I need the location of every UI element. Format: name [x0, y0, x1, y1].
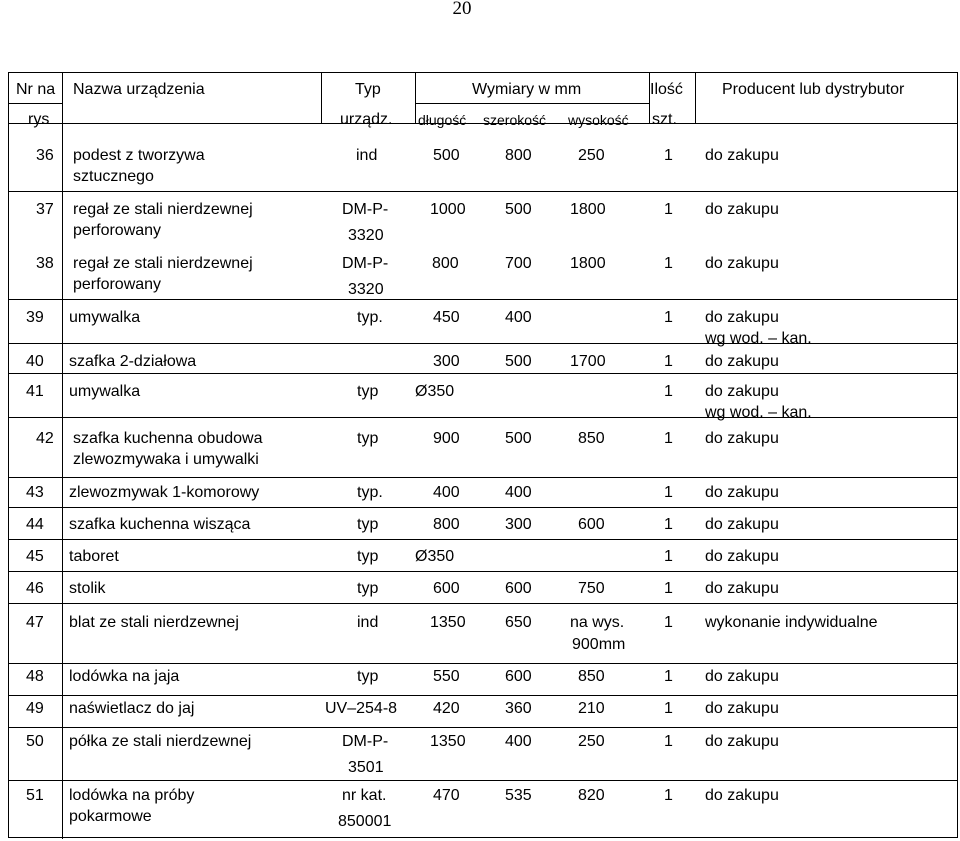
item-producer: do zakupu	[705, 201, 779, 218]
item-producer: do zakupu	[705, 255, 779, 272]
row-number: 44	[26, 516, 44, 533]
row-number: 45	[26, 548, 44, 565]
item-producer: do zakupu	[705, 668, 779, 685]
item-producer: do zakupu	[705, 733, 779, 750]
row-number: 37	[36, 201, 54, 218]
item-quantity: 1	[664, 516, 673, 533]
header-quantity-unit: szt.	[652, 111, 677, 128]
item-width: 535	[505, 787, 532, 804]
row-number: 42	[36, 430, 54, 447]
grid-hline	[9, 780, 957, 781]
item-type: typ	[357, 430, 379, 447]
item-width: 650	[505, 614, 532, 631]
item-name: lodówka na próby	[69, 787, 195, 804]
item-height: 750	[578, 580, 605, 597]
item-quantity: 1	[664, 309, 673, 326]
item-name: szafka kuchenna wisząca	[69, 516, 251, 533]
item-producer: wykonanie indywidualne	[705, 614, 878, 631]
item-name: taboret	[69, 548, 119, 565]
item-name: stolik	[69, 580, 106, 597]
item-length: 1350	[430, 733, 466, 750]
item-type: typ.	[357, 309, 383, 326]
item-type: DM-P-	[342, 201, 389, 218]
item-name: blat ze stali nierdzewnej	[69, 614, 239, 631]
header-producer: Producent lub dystrybutor	[722, 81, 905, 98]
item-length: 1350	[430, 614, 466, 631]
item-height: 820	[578, 787, 605, 804]
item-width: 400	[505, 484, 532, 501]
header-height: wysokość	[568, 112, 629, 128]
item-producer: do zakupu	[705, 430, 779, 447]
item-quantity: 1	[664, 668, 673, 685]
item-length: 300	[433, 353, 460, 370]
item-type-cont: 850001	[338, 813, 392, 830]
item-width: 600	[505, 668, 532, 685]
header-length: długość	[418, 112, 467, 128]
item-producer-cont: wg wod. – kan.	[705, 330, 812, 347]
header-nr: Nr na	[16, 81, 56, 98]
item-name: szafka 2-działowa	[69, 353, 197, 370]
item-width: 400	[505, 733, 532, 750]
row-number: 40	[26, 353, 44, 370]
item-length: 800	[432, 255, 459, 272]
item-name: umywalka	[69, 383, 141, 400]
item-type: ind	[357, 614, 379, 631]
item-length: 550	[433, 668, 460, 685]
item-name: lodówka na jaja	[69, 668, 180, 685]
item-type: typ	[357, 516, 379, 533]
item-name: podest z tworzywa	[73, 147, 205, 164]
item-quantity: 1	[664, 147, 673, 164]
item-length: 800	[433, 516, 460, 533]
item-width: 500	[505, 430, 532, 447]
item-producer-cont: wg wod. – kan.	[705, 404, 812, 421]
item-name: naświetlacz do jaj	[69, 700, 195, 717]
item-producer: do zakupu	[705, 484, 779, 501]
item-producer: do zakupu	[705, 353, 779, 370]
grid-hline	[9, 343, 957, 344]
grid-hline	[9, 727, 957, 728]
item-type: DM-P-	[342, 255, 389, 272]
item-type: nr kat.	[342, 787, 387, 804]
grid-hline	[9, 191, 957, 192]
item-quantity: 1	[664, 255, 673, 272]
item-length: 1000	[430, 201, 466, 218]
item-name-cont: pokarmowe	[69, 808, 152, 825]
item-length: 400	[433, 484, 460, 501]
header-type-2: urządz.	[340, 111, 393, 128]
item-quantity: 1	[664, 484, 673, 501]
item-quantity: 1	[664, 787, 673, 804]
item-height: 850	[578, 668, 605, 685]
item-name-cont: zlewozmywaka i umywalki	[73, 451, 259, 468]
item-height: 1800	[570, 255, 606, 272]
item-height: 1700	[570, 353, 606, 370]
item-length: 900	[433, 430, 460, 447]
item-length: 600	[433, 580, 460, 597]
item-name: regał ze stali nierdzewnej	[73, 255, 253, 272]
grid-hline	[9, 417, 957, 418]
page-number: 20	[452, 0, 472, 19]
item-producer: do zakupu	[705, 147, 779, 164]
grid-hline	[9, 299, 957, 300]
header-width: szerokość	[483, 112, 547, 128]
item-length: Ø350	[415, 383, 455, 400]
row-number: 41	[26, 383, 44, 400]
item-length: 500	[433, 147, 460, 164]
grid-hline	[9, 477, 957, 478]
grid-hline	[415, 103, 649, 104]
item-width: 400	[505, 309, 532, 326]
row-number: 50	[26, 733, 44, 750]
grid-hline	[9, 571, 957, 572]
item-producer: do zakupu	[705, 700, 779, 717]
item-length: 420	[433, 700, 460, 717]
item-producer: do zakupu	[705, 548, 779, 565]
item-height: 600	[578, 516, 605, 533]
row-number: 38	[36, 255, 54, 272]
grid-hline	[9, 539, 957, 540]
item-producer: do zakupu	[705, 516, 779, 533]
item-producer: do zakupu	[705, 580, 779, 597]
row-number: 39	[26, 309, 44, 326]
grid-vline	[415, 73, 416, 123]
row-number: 46	[26, 580, 44, 597]
item-type: typ	[357, 548, 379, 565]
item-type-cont: 3320	[348, 281, 384, 298]
item-producer: do zakupu	[705, 787, 779, 804]
grid-hline	[9, 103, 62, 104]
item-quantity: 1	[664, 614, 673, 631]
item-type: UV–254-8	[325, 700, 398, 717]
item-height: 250	[578, 147, 605, 164]
item-type: DM-P-	[342, 733, 389, 750]
grid-vline	[62, 73, 63, 839]
header-type: Typ	[355, 81, 381, 98]
item-name-cont: perforowany	[73, 276, 162, 293]
header-nr-rys: rys	[28, 111, 50, 128]
item-width: 600	[505, 580, 532, 597]
item-quantity: 1	[664, 700, 673, 717]
item-type-cont: 3320	[348, 227, 384, 244]
item-name-cont: sztucznego	[73, 168, 154, 185]
item-width: 500	[505, 353, 532, 370]
item-height: 210	[578, 700, 605, 717]
item-length: 450	[433, 309, 460, 326]
item-length: 470	[433, 787, 460, 804]
item-type: typ.	[357, 484, 383, 501]
item-height-cont: 900mm	[572, 636, 626, 653]
item-quantity: 1	[664, 733, 673, 750]
grid-hline	[9, 507, 957, 508]
item-length: Ø350	[415, 548, 455, 565]
grid-hline	[9, 603, 957, 604]
item-height: na wys.	[570, 614, 625, 631]
grid-hline	[9, 373, 957, 374]
item-height: 850	[578, 430, 605, 447]
item-name: regał ze stali nierdzewnej	[73, 201, 253, 218]
item-width: 360	[505, 700, 532, 717]
item-type: typ	[357, 383, 379, 400]
row-number: 51	[26, 787, 44, 804]
item-quantity: 1	[664, 430, 673, 447]
header-quantity: Ilość	[650, 81, 683, 98]
item-height: 1800	[570, 201, 606, 218]
item-type: typ	[357, 668, 379, 685]
item-name-cont: perforowany	[73, 222, 162, 239]
item-name: umywalka	[69, 309, 141, 326]
grid-vline	[321, 73, 322, 123]
header-dimensions: Wymiary w mm	[472, 81, 582, 98]
item-quantity: 1	[664, 548, 673, 565]
grid-hline	[9, 695, 957, 696]
item-type-cont: 3501	[348, 759, 384, 776]
item-name: szafka kuchenna obudowa	[73, 430, 263, 447]
row-number: 47	[26, 614, 44, 631]
item-type: ind	[356, 147, 378, 164]
item-type: typ	[357, 580, 379, 597]
row-number: 36	[36, 147, 54, 164]
header-name: Nazwa urządzenia	[73, 81, 205, 98]
grid-vline	[695, 73, 696, 123]
item-quantity: 1	[664, 580, 673, 597]
item-height: 250	[578, 733, 605, 750]
item-name: zlewozmywak 1-komorowy	[69, 484, 260, 501]
item-quantity: 1	[664, 201, 673, 218]
item-producer: do zakupu	[705, 383, 779, 400]
grid-hline	[9, 663, 957, 664]
item-producer: do zakupu	[705, 309, 779, 326]
item-width: 300	[505, 516, 532, 533]
item-width: 700	[505, 255, 532, 272]
item-width: 800	[505, 147, 532, 164]
row-number: 43	[26, 484, 44, 501]
row-number: 49	[26, 700, 44, 717]
item-width: 500	[505, 201, 532, 218]
item-quantity: 1	[664, 383, 673, 400]
row-number: 48	[26, 668, 44, 685]
item-name: półka ze stali nierdzewnej	[69, 733, 252, 750]
item-quantity: 1	[664, 353, 673, 370]
